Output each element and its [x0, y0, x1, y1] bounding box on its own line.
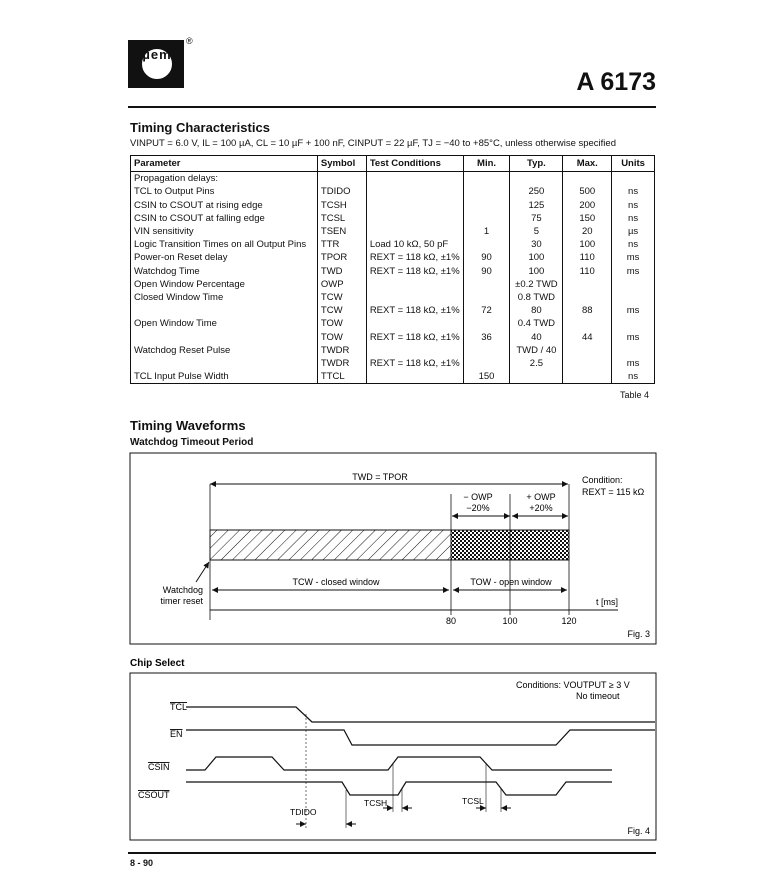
cell-parameter: TCL Input Pulse Width [131, 370, 318, 384]
cell-max: 20 [563, 225, 612, 238]
cell-min: 90 [463, 265, 510, 278]
plus-owp-label: + OWP [526, 492, 556, 502]
cell-typ: 0.8 TWD [510, 291, 563, 304]
cell-units: ms [612, 357, 655, 370]
plus-owp-pct: +20% [529, 503, 553, 513]
cell-min: 1 [463, 225, 510, 238]
minus-owp-label: − OWP [463, 492, 493, 502]
cell-typ: 5 [510, 225, 563, 238]
twd-label: TWD = TPOR [352, 472, 408, 482]
cell-parameter: Watchdog Time [131, 265, 318, 278]
fig3-subtitle: Watchdog Timeout Period [130, 437, 254, 448]
sig-csin-label: CSIN [148, 762, 170, 772]
cell-parameter: Open Window Time [131, 317, 318, 330]
cell-symbol: TCW [317, 304, 366, 317]
cell-symbol: TPOR [317, 251, 366, 264]
cell-units: ns [612, 185, 655, 198]
cell-symbol: TTR [317, 238, 366, 251]
cell-symbol: TCW [317, 291, 366, 304]
tcsl-label: TCSL [462, 796, 484, 806]
cell-parameter: CSIN to CSOUT at falling edge [131, 212, 318, 225]
watchdog-label-2: timer reset [160, 596, 203, 606]
cell-typ: ±0.2 TWD [510, 278, 563, 291]
tick-100: 100 [502, 616, 518, 626]
cell-max: 110 [563, 251, 612, 264]
cell-symbol: TWDR [317, 357, 366, 370]
cell-max: 150 [563, 212, 612, 225]
cell-max: 100 [563, 238, 612, 251]
fig4-conditions-2: No timeout [576, 691, 620, 701]
cell-typ: TWD / 40 [510, 344, 563, 357]
cell-max: 500 [563, 185, 612, 198]
csin-waveform [186, 757, 612, 770]
section-title-timing-characteristics: Timing Characteristics [130, 120, 270, 135]
fig4-caption: Fig. 4 [627, 826, 650, 836]
cell-typ: 125 [510, 199, 563, 212]
cell-max: 88 [563, 304, 612, 317]
cell-units: ms [612, 251, 655, 264]
cell-symbol: TOW [317, 317, 366, 330]
fig4-conditions-1: Conditions: VOUTPUT ≥ 3 V [516, 680, 630, 690]
cell-units: µs [612, 225, 655, 238]
cell-symbol: TCSH [317, 199, 366, 212]
cell-max: 110 [563, 265, 612, 278]
col-units: Units [612, 156, 655, 172]
cell-units: ms [612, 331, 655, 344]
cell-test: REXT = 118 kΩ, ±1% [366, 265, 463, 278]
axis-unit: t [ms] [596, 597, 618, 607]
cell-units: ns [612, 370, 655, 384]
cell-parameter: CSIN to CSOUT at rising edge [131, 199, 318, 212]
cell-test: REXT = 118 kΩ, ±1% [366, 304, 463, 317]
cell-typ: 100 [510, 265, 563, 278]
en-waveform [186, 730, 655, 745]
cell-typ: 75 [510, 212, 563, 225]
sig-csout-label: CSOUT [138, 790, 170, 800]
cell-typ: 2.5 [510, 357, 563, 370]
csout-waveform [186, 782, 612, 795]
cell-typ: 100 [510, 251, 563, 264]
cell-symbol: TSEN [317, 225, 366, 238]
cell-test: REXT = 118 kΩ, ±1% [366, 251, 463, 264]
col-parameter: Parameter [131, 156, 318, 172]
cell-min: 150 [463, 370, 510, 384]
logo-text: µem [142, 47, 172, 62]
table-caption: Table 4 [620, 390, 650, 400]
col-typ: Typ. [510, 156, 563, 172]
cell-symbol: TWDR [317, 344, 366, 357]
cell-max: 200 [563, 199, 612, 212]
col-symbol: Symbol [317, 156, 366, 172]
tick-120: 120 [561, 616, 577, 626]
cell-parameter: VIN sensitivity [131, 225, 318, 238]
cell-test: Load 10 kΩ, 50 pF [366, 238, 463, 251]
sig-tcl-label: TCL [170, 702, 188, 712]
page-number: 8 - 90 [130, 858, 154, 868]
registered-mark: ® [186, 36, 193, 46]
cell-symbol: TWD [317, 265, 366, 278]
footer-rule [128, 852, 656, 854]
cell-parameter: Power-on Reset delay [131, 251, 318, 264]
col-max: Max. [563, 156, 612, 172]
cell-typ: 80 [510, 304, 563, 317]
closed-window-bar [210, 530, 451, 560]
cell-units: ns [612, 212, 655, 225]
fig3-caption: Fig. 3 [627, 629, 650, 639]
cell-units: ms [612, 265, 655, 278]
tcsh-label: TCSH [364, 798, 388, 808]
cell-parameter: Watchdog Reset Pulse [131, 344, 318, 357]
cell-units: ns [612, 199, 655, 212]
cell-symbol: TDIDO [317, 185, 366, 198]
cell-parameter: TCL to Output Pins [131, 185, 318, 198]
cell-test: REXT = 118 kΩ, ±1% [366, 331, 463, 344]
cell-typ: 250 [510, 185, 563, 198]
minus-owp-pct: −20% [466, 503, 490, 513]
tcl-waveform [186, 707, 655, 722]
watchdog-reset-pointer [196, 562, 209, 582]
cell-parameter: Propagation delays: [131, 172, 318, 186]
cell-parameter: Open Window Percentage [131, 278, 318, 291]
part-number: A 6173 [576, 68, 656, 96]
test-conditions-line: VINPUT = 6.0 V, IL = 100 µA, CL = 10 µF + 100 nF, CINPUT = 22 µF, TJ = −40 to +85°C, unless otherwise specified [130, 138, 616, 149]
sig-en-label: EN [170, 729, 183, 739]
closed-window-label: TCW - closed window [292, 577, 380, 587]
cell-min: 90 [463, 251, 510, 264]
col-min: Min. [463, 156, 510, 172]
tick-80: 80 [445, 616, 457, 626]
fig4-subtitle: Chip Select [130, 658, 185, 669]
condition-value: REXT = 115 kΩ [582, 487, 645, 497]
cell-symbol: OWP [317, 278, 366, 291]
cell-units: ms [612, 304, 655, 317]
cell-test: REXT = 118 kΩ, ±1% [366, 357, 463, 370]
cell-min: 72 [463, 304, 510, 317]
cell-max: 44 [563, 331, 612, 344]
cell-symbol: TTCL [317, 370, 366, 384]
cell-symbol: TOW [317, 331, 366, 344]
col-test-conditions: Test Conditions [366, 156, 463, 172]
cell-typ: 30 [510, 238, 563, 251]
open-window-label: TOW - open window [470, 577, 552, 587]
section-title-timing-waveforms: Timing Waveforms [130, 418, 246, 433]
condition-label: Condition: [582, 475, 623, 485]
cell-parameter: Closed Window Time [131, 291, 318, 304]
cell-min: 36 [463, 331, 510, 344]
watchdog-label-1: Watchdog [162, 585, 203, 595]
cell-parameter: Logic Transition Times on all Output Pins [131, 238, 318, 251]
tdido-label: TDIDO [290, 807, 317, 817]
cell-symbol: TCSL [317, 212, 366, 225]
cell-typ: 0.4 TWD [510, 317, 563, 330]
cell-typ: 40 [510, 331, 563, 344]
cell-units: ns [612, 238, 655, 251]
